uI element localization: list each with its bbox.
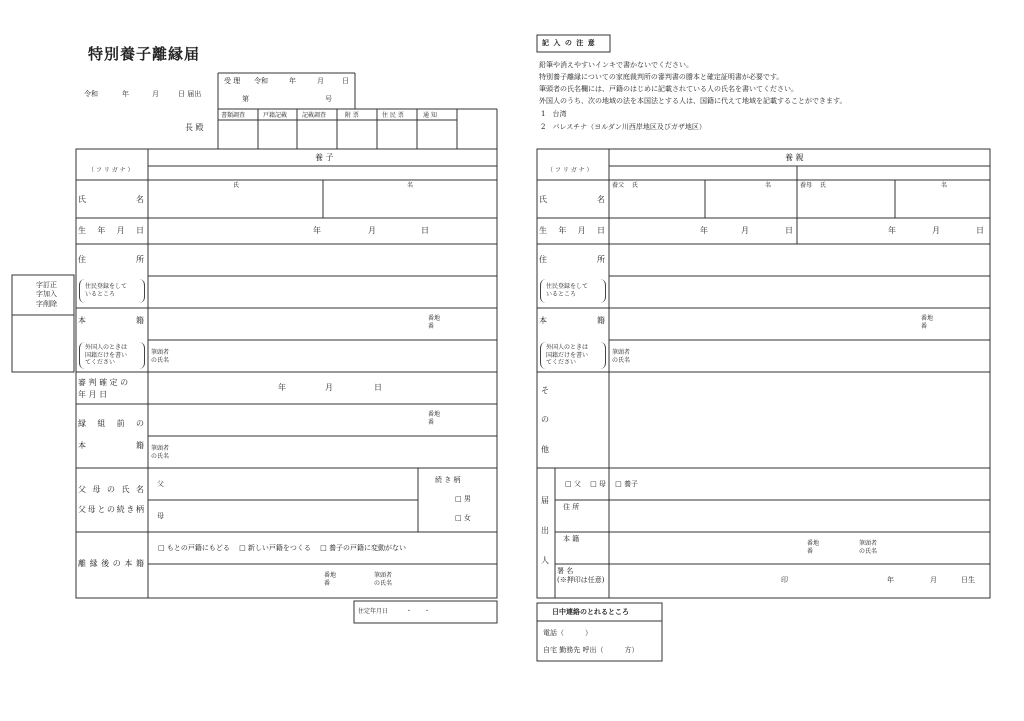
adoptive-father-birth-month: 月 (741, 226, 749, 235)
receipt-month: 月 (317, 77, 324, 85)
contact-phone[interactable]: 電話（ ） (543, 629, 592, 637)
notifier-honseki-label: 本 籍 (563, 535, 580, 543)
date-day-filed: 日 届出 (178, 90, 202, 98)
notes-line-3: 外国人のうち、次の地域の法を本国法とする人は、国籍に代えて地域を記載することができます。 (539, 97, 847, 105)
receipt-dai: 第 (242, 95, 249, 103)
adopter-honseki-label: 本 籍 (539, 316, 605, 325)
sign-month: 月 (930, 576, 937, 584)
office-cell-4: 住 民 票 (382, 112, 404, 119)
notes-line-5: 2 パレスチナ（ヨルダン川西岸地区及びガザ地区） (541, 123, 706, 131)
adoptee-name-label: 氏 名 (78, 195, 144, 204)
adoptee-honseki-note: 外国人のときは 国籍だけを書い てください (85, 344, 128, 366)
adopter-furigana-label: （ フ リ ガ ナ ） (547, 167, 593, 174)
adoptee-birth-year: 年 (313, 226, 321, 235)
adoptee-mei-label: 名 (407, 182, 414, 189)
pre-adoption-hittosha: 筆頭者 の氏名 (151, 445, 170, 460)
adoptive-father-mei: 名 (765, 182, 772, 189)
parents-relation-label: 父母との続き柄 (78, 505, 144, 514)
contact-line[interactable]: 自宅 勤務先 呼出（ 方） (543, 646, 639, 654)
office-cell-0: 書類調査 (221, 112, 246, 119)
notes-line-1: 特別養子離縁についての家庭裁判所の審判書の謄本と確定証明書が必要です。 (539, 73, 784, 81)
adoptee-furigana-label: （ フ リ ガ ナ ） (88, 167, 134, 174)
adopter-address-label: 住 所 (539, 255, 605, 264)
receipt-reiwa: 令和 (254, 77, 268, 85)
receipt-day: 日 (342, 77, 349, 85)
other-label-so: そ (541, 386, 549, 395)
adoptee-column-header: 養 子 (315, 153, 334, 162)
notifier-banchi: 番地 番 (807, 540, 820, 555)
seal-mark: 印 (781, 576, 788, 584)
after-honseki-options[interactable]: □ もとの戸籍にもどる □ 新しい戸籍をつくる □ 養子の戸籍に変動がない (158, 544, 406, 552)
relation-header: 続 き 柄 (435, 476, 461, 484)
adoptee-address-note: 住民登録をして いるところ (85, 283, 128, 298)
sign-year: 年 (887, 576, 894, 584)
adopter-hittosha-label: 筆頭者 の氏名 (612, 349, 631, 364)
adoptive-father-birth-year: 年 (700, 226, 708, 235)
receipt-year: 年 (289, 77, 296, 85)
notifier-label-nin: 人 (541, 556, 549, 565)
notes-line-0: 鉛筆や消えやすいインキで書かないでください。 (539, 61, 693, 69)
other-label-no: の (541, 415, 549, 424)
adoptive-mother-mei: 名 (941, 182, 948, 189)
adoptive-mother-birth-year: 年 (888, 226, 896, 235)
adoptee-address-label: 住 所 (78, 255, 144, 264)
office-cell-2: 記載調査 (302, 112, 327, 119)
signature-label: 署 名 (※押印は任意) (557, 567, 605, 585)
mother-label: 母 (157, 512, 164, 520)
notifier-options[interactable]: □ 父 □ 母 □ 養子 (565, 480, 638, 488)
adopter-honseki-note: 外国人のときは 国籍だけを書い てください (546, 344, 589, 366)
chief-addressee: 長 殿 (185, 123, 204, 132)
adopter-name-label: 氏 名 (539, 195, 605, 204)
adopter-address-note: 住民登録をして いるところ (546, 283, 589, 298)
office-cell-5: 通 知 (423, 112, 437, 119)
adopter-birth-label: 生 年 月 日 (539, 226, 605, 235)
notes-line-4: 1 台湾 (541, 110, 567, 118)
date-month: 月 (152, 90, 159, 98)
after-honseki-banchi: 番地 番 (324, 572, 337, 587)
after-honseki-hittosha: 筆頭者 の氏名 (374, 572, 393, 587)
judgment-date-label: 審 判 確 定 の 年 月 日 (78, 378, 129, 399)
adopter-honseki-banchi: 番地 番 (921, 315, 934, 330)
adoptive-mother-birth-month: 月 (932, 226, 940, 235)
correction-note: 字訂正 字加入 字削除 (36, 281, 57, 308)
adoptive-mother-sei: 養母 氏 (800, 182, 826, 189)
judgment-day: 日 (374, 383, 382, 392)
adoptee-birth-label: 生 年 月 日 (78, 226, 144, 235)
contact-heading: 日中連絡のとれるところ (552, 608, 629, 616)
father-label: 父 (157, 480, 164, 488)
judgment-year: 年 (278, 383, 286, 392)
judgment-month: 月 (325, 383, 333, 392)
sign-day-born: 日生 (961, 576, 975, 584)
relation-female-checkbox[interactable]: □ 女 (455, 514, 471, 522)
adopter-column-header: 養 親 (785, 153, 804, 162)
after-honseki-label: 離 縁 後 の 本 籍 (78, 559, 144, 568)
notifier-label-todoke: 届 (541, 496, 549, 505)
date-reiwa: 令和 (84, 90, 98, 98)
receipt-label: 受 理 (224, 77, 241, 85)
adoptee-sei-label: 氏 (233, 182, 240, 189)
notifier-hittosha: 筆頭者 の氏名 (859, 540, 878, 555)
adoptee-birth-month: 月 (368, 226, 376, 235)
office-cell-3: 附 票 (345, 112, 359, 119)
residence-date-field[interactable]: 住定年月日 ・ ・ (358, 608, 431, 615)
other-label-ta: 他 (541, 445, 549, 454)
notes-heading: 記 入 の 注 意 (542, 39, 596, 47)
notifier-label-de: 出 (541, 526, 549, 535)
notes-line-2: 筆頭者の氏名欄には、戸籍のはじめに記載されている人の氏名を書いてください。 (539, 85, 798, 93)
relation-male-checkbox[interactable]: □ 男 (455, 495, 471, 503)
date-year: 年 (122, 90, 129, 98)
pre-adoption-banchi: 番地 番 (428, 411, 441, 426)
adoptive-father-birth-day: 日 (785, 226, 793, 235)
receipt-go: 号 (325, 95, 332, 103)
adoptee-hittosha-label: 筆頭者 の氏名 (151, 349, 170, 364)
office-cell-1: 戸籍記載 (263, 112, 288, 119)
adoptee-birth-day: 日 (421, 226, 429, 235)
adoptive-mother-birth-day: 日 (976, 226, 984, 235)
form-title: 特別養子離縁届 (88, 45, 201, 63)
adoptive-father-sei: 養父 氏 (612, 182, 638, 189)
pre-adoption-label-1: 縁 組 前 の (78, 419, 144, 428)
adoptee-honseki-label: 本 籍 (78, 316, 144, 325)
adoptee-honseki-banchi: 番地 番 (428, 315, 441, 330)
parents-name-label: 父 母 の 氏 名 (78, 485, 144, 494)
pre-adoption-label-2: 本 籍 (78, 441, 144, 450)
notifier-address-label: 住 所 (563, 503, 580, 511)
